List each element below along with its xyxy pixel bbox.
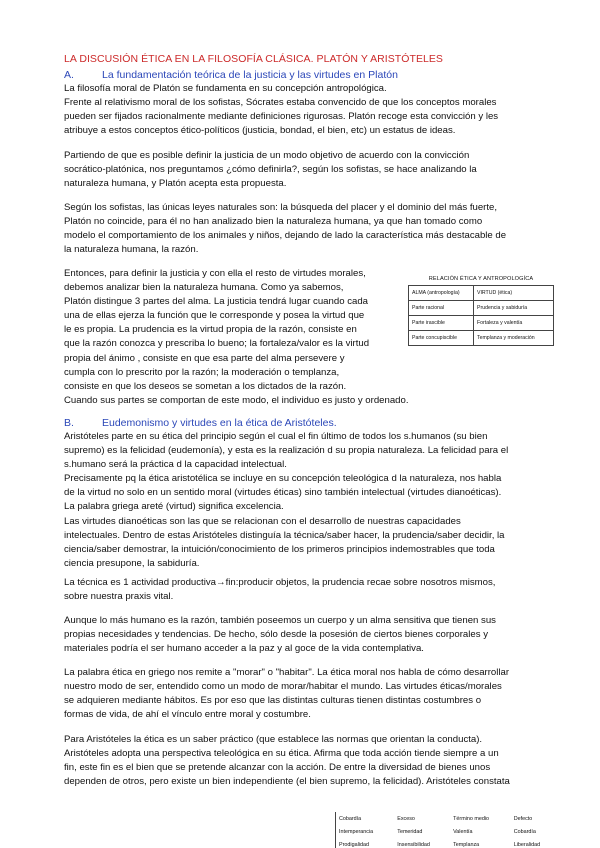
text-line: le es propia. La prudencia es la virtud propia de la razón, consiste en xyxy=(64,324,357,336)
paragraph-aristoteles-felicidad xyxy=(64,430,536,571)
table-cell: Término medio xyxy=(453,815,490,822)
table-row xyxy=(336,812,558,825)
text-line: consiste en que los deseos se sometan a los dictados de la razón. xyxy=(64,380,347,392)
table-cell: ALMA (antropología) xyxy=(409,286,474,301)
document-title: LA DISCUSIÓN ÉTICA EN LA FILOSOFÍA CLÁSICA. PLATÓN Y ARISTÓTELES xyxy=(64,53,443,65)
text-line: la naturaleza humana, la razón. xyxy=(64,244,199,256)
text-line: La palabra griega areté (virtud) significa excelencia. xyxy=(64,501,284,513)
virtudes-table xyxy=(335,812,558,848)
table-cell: VIRTUD (ética) xyxy=(474,286,554,301)
table-cell: Parte concupiscible xyxy=(409,331,474,346)
table-row xyxy=(336,825,558,838)
text-line: modelo el comportamiento de los animales y niños, dejando de lado la característica más destacable de xyxy=(64,230,507,242)
text-line: Precisamente pq la ética aristotélica se incluye en su concepción teleológica d la naturaleza, nos habla xyxy=(64,473,502,485)
text-line: s.humano será la práctica d la capacidad intelectual. xyxy=(64,459,287,471)
paragraph-tecnica-prudencia xyxy=(64,576,536,604)
section-a-title: La fundamentación teórica de la justicia y las virtudes en Platón xyxy=(102,69,398,81)
text-line: Para Aristóteles la ética es un saber práctico (que establece las normas que orientan la conducta). xyxy=(64,734,483,745)
paragraph-partes-alma xyxy=(64,267,390,394)
table-cell: Prodigalidad xyxy=(339,841,369,848)
table-cell: Valentía xyxy=(453,828,473,835)
text-line: Frente al relativismo moral de los sofistas, Sócrates estaba convencido de que los conceptos morales xyxy=(64,97,497,109)
text-line: Las virtudes dianoéticas son las que se relacionan con el desarrollo de nuestras capacidades xyxy=(64,515,461,527)
text-line: Platón no coincide, para él no han analizado bien la naturaleza humana, ya que han tomado como xyxy=(64,216,483,228)
table-cell: Parte irascible xyxy=(409,316,474,331)
text-line: materiales podría el ser humano acceder a la paz y al goce de la vida contemplativa. xyxy=(64,643,424,655)
table-cell: Cobardía xyxy=(513,828,536,835)
paragraph-platon-intro xyxy=(64,82,536,138)
text-line: debemos analizar bien la naturaleza humana. Como ya sabemos, xyxy=(64,282,344,294)
table-cell: Intemperancia xyxy=(339,828,374,835)
table-cell: Exceso xyxy=(397,815,415,822)
text-line: supremo) es la felicidad (eudemonía), y esta es la realización d su propia naturaleza. La felicidad para el xyxy=(64,445,509,457)
text-line: dependen de otros, pero existe un bien independiente (el bien supremo, la felicidad). Aristóteles constata xyxy=(64,776,510,788)
text-line: naturaleza humana, y Platón acepta esta propuesta. xyxy=(64,178,287,190)
text-line: socrático-platónica, nos preguntamos ¿cómo definirla?, según los sofistas, se hace analizando la xyxy=(64,164,477,176)
text-line: Partiendo de que es posible definir la justicia de un modo objetivo de acuerdo con la convicción xyxy=(64,150,470,161)
table-cell: Insensibilidad xyxy=(397,841,430,848)
text-line: La palabra ética en griego nos remite a "morar" o "habitar". La ética moral nos habla de cómo desarrollar xyxy=(64,667,510,678)
section-b-letter: B. xyxy=(64,417,74,429)
table-row xyxy=(409,316,554,331)
text-line: fin, este fin es el bien que se pretende alcanzar con la acción. De entre la diversidad de bienes unos xyxy=(64,762,491,774)
text-line: Aristóteles parte en su ética del principio según el cual el fin último de todos los s.humanos (su bien xyxy=(64,431,488,442)
table-row xyxy=(336,838,558,848)
text-line: La técnica es 1 actividad productiva→fin:producir objetos, la prudencia recae sobre nosotros mismos, xyxy=(64,577,496,588)
section-b-title: Eudemonismo y virtudes en la ética de Aristóteles. xyxy=(102,417,337,429)
text-line: Aristóteles adopta una perspectiva teleológica en su ética. Afirma que toda acción tiende siempre a un xyxy=(64,748,499,760)
paragraph-definir-justicia xyxy=(64,149,536,191)
text-line: formas de vida, de ahí el vínculo entre moral y costumbre. xyxy=(64,709,311,721)
text-line: nuestro modo de ser, entendido como un modo de morar/habitar el mundo. Las virtudes éticas/morales xyxy=(64,681,502,693)
text-line: La filosofía moral de Platón se fundamenta en su concepción antropológica. xyxy=(64,83,387,94)
text-line: Según los sofistas, las únicas leyes naturales son: la búsqueda del placer y el dominio del más fuerte, xyxy=(64,202,498,213)
text-line: sobre nuestra praxis vital. xyxy=(64,591,174,603)
table-cell: Liberalidad xyxy=(513,841,541,848)
text-line: pueden ser fijados racionalmente mediante definiciones rigurosas. Platón recoge esta convicción y les xyxy=(64,111,499,123)
text-line: ciencia presupone, la sabiduría. xyxy=(64,557,200,569)
text-line: Aunque lo más humano es la razón, también poseemos un cuerpo y un alma sensitiva que tienen sus xyxy=(64,615,496,626)
text-line: atribuye a estos conceptos ético-políticos (justicia, bondad, el bien, etc) un estatus de ideas. xyxy=(64,125,456,137)
paragraph-saber-practico xyxy=(64,733,536,789)
table-row xyxy=(409,301,554,316)
section-a-letter: A. xyxy=(64,69,74,81)
table-cell: Defecto xyxy=(513,815,533,822)
table-cell: Templanza xyxy=(453,841,480,848)
paragraph-justo-ordenado xyxy=(64,394,536,408)
text-line: Cuando sus partes se comportan de este modo, el individuo es justo y ordenado. xyxy=(64,395,409,406)
paragraph-sofistas xyxy=(64,201,536,257)
table-cell: Prudencia y sabiduría xyxy=(474,301,554,316)
text-line: propia del ánimo , consiste en que esa parte del alma persevere y xyxy=(64,352,345,364)
table-cell: Parte racional xyxy=(409,301,474,316)
paragraph-etica-habitar xyxy=(64,666,536,722)
text-line: cumpla con lo prescrito por la razón; la moderación o templanza, xyxy=(64,366,340,378)
table-cell: Fortaleza y valentía xyxy=(474,316,554,331)
section-a-heading xyxy=(64,69,398,81)
table-cell: Temeridad xyxy=(397,828,423,835)
section-b-heading xyxy=(64,417,337,429)
text-line: se adquieren mediante hábitos. Es por eso que las distintas culturas tienen distintas costumbres o xyxy=(64,695,482,707)
table-cell: Cobardía xyxy=(339,815,362,822)
text-line: propias necesidades y tendencias. De hecho, sólo desde la posesión de ciertos bienes corporales y xyxy=(64,629,488,641)
text-line: de la virtud no solo en un sentido moral (virtudes éticas) sino también intelectual (virtudes dianoéticas). xyxy=(64,487,502,499)
text-line: que la razón conozca y prescriba lo bueno; la fortaleza/valor es la virtud xyxy=(64,338,370,350)
figure-relacion-etica xyxy=(408,276,554,358)
table-row xyxy=(409,331,554,346)
figure-title: RELACIÓN ÉTICA Y ANTROPOLOGÍCA xyxy=(428,276,534,282)
paragraph-cuerpo-alma xyxy=(64,614,536,656)
text-line: Platón distingue 3 partes del alma. La justicia tendrá lugar cuando cada xyxy=(64,296,368,308)
text-line: ciencia/saber demostrar, la intuición/conocimiento de los primeros principios indemostrables que toda xyxy=(64,543,495,555)
table-cell: Templanza y moderación xyxy=(474,331,554,346)
text-line: intelectuales. Dentro de estas Aristóteles distinguía la técnica/saber hacer, la prudencia/saber decidir, la xyxy=(64,529,505,541)
text-line: Entonces, para definir la justicia y con ella el resto de virtudes morales, xyxy=(64,268,366,279)
text-line: una de ellas ejerza la función que le corresponde y posea la virtud que xyxy=(64,310,365,322)
table-row xyxy=(409,286,554,301)
figure-table xyxy=(408,285,554,346)
